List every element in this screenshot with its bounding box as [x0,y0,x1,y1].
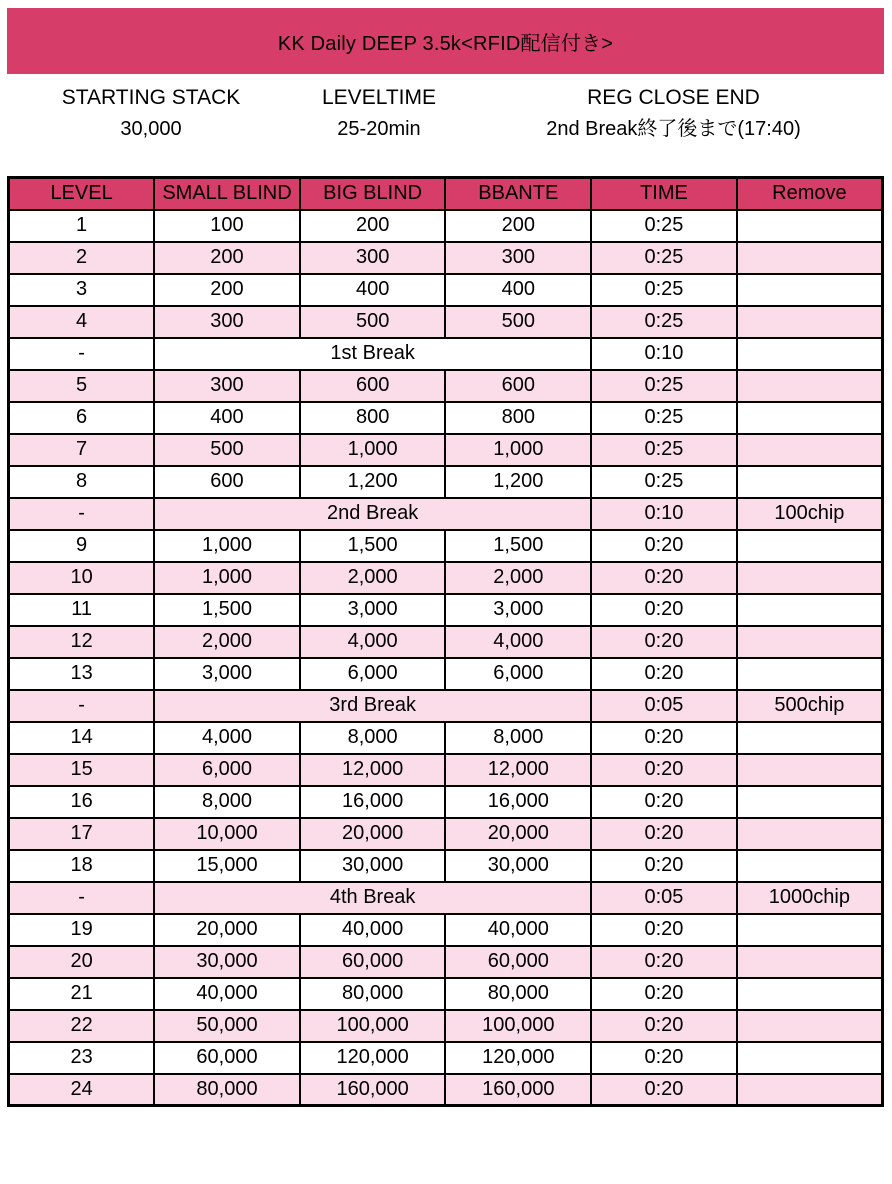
level-cell: 2 [9,242,155,274]
time-cell: 0:20 [591,658,737,690]
small-blind-cell: 20,000 [154,914,300,946]
bbante-cell: 400 [445,274,591,306]
break-label-cell: 2nd Break [154,498,591,530]
break-label-cell: 1st Break [154,338,591,370]
big-blind-cell: 100,000 [300,1010,446,1042]
header-small-blind: SMALL BLIND [154,178,300,210]
table-row [9,274,883,306]
big-blind-cell: 200 [300,210,446,242]
info-bar [7,86,884,140]
big-blind-cell: 800 [300,402,446,434]
remove-cell [737,562,883,594]
level-cell: 12 [9,626,155,658]
big-blind-cell: 600 [300,370,446,402]
table-row [9,562,883,594]
remove-cell [737,434,883,466]
table-row [9,978,883,1010]
bbante-cell: 1,200 [445,466,591,498]
table-row [9,914,883,946]
remove-cell: 1000chip [737,882,883,914]
table-row [9,754,883,786]
remove-cell [737,914,883,946]
remove-cell [737,946,883,978]
level-cell: 9 [9,530,155,562]
big-blind-cell: 30,000 [300,850,446,882]
break-label-cell: 4th Break [154,882,591,914]
table-row [9,1042,883,1074]
bbante-cell: 8,000 [445,722,591,754]
reg-close-end-label: REG CLOSE END [587,86,760,109]
big-blind-cell: 80,000 [300,978,446,1010]
reg-close-end-value: 2nd Break終了後まで(17:40) [546,118,801,140]
level-cell: 5 [9,370,155,402]
remove-cell [737,818,883,850]
level-cell: 10 [9,562,155,594]
small-blind-cell: 200 [154,274,300,306]
small-blind-cell: 1,000 [154,530,300,562]
remove-cell: 500chip [737,690,883,722]
table-header-row [9,178,883,210]
time-cell: 0:20 [591,754,737,786]
remove-cell [737,722,883,754]
bbante-cell: 500 [445,306,591,338]
table-row [9,1010,883,1042]
big-blind-cell: 2,000 [300,562,446,594]
time-cell: 0:20 [591,1074,737,1106]
time-cell: 0:25 [591,466,737,498]
time-cell: 0:20 [591,530,737,562]
blind-structure-table [7,176,884,1107]
table-row [9,434,883,466]
bbante-cell: 120,000 [445,1042,591,1074]
remove-cell [737,242,883,274]
tournament-title: KK Daily DEEP 3.5k<RFID配信付き> [277,32,614,55]
level-cell: 6 [9,402,155,434]
small-blind-cell: 40,000 [154,978,300,1010]
level-cell: 19 [9,914,155,946]
remove-cell [737,274,883,306]
table-row [9,658,883,690]
info-reg-close-end [463,86,884,140]
table-row [9,466,883,498]
time-cell: 0:20 [591,722,737,754]
break-row [9,882,883,914]
small-blind-cell: 600 [154,466,300,498]
remove-cell [737,306,883,338]
bbante-cell: 1,000 [445,434,591,466]
time-cell: 0:25 [591,306,737,338]
remove-cell [737,210,883,242]
remove-cell [737,786,883,818]
small-blind-cell: 50,000 [154,1010,300,1042]
level-cell: 13 [9,658,155,690]
time-cell: 0:20 [591,626,737,658]
time-cell: 0:05 [591,882,737,914]
time-cell: 0:20 [591,946,737,978]
bbante-cell: 2,000 [445,562,591,594]
bbante-cell: 300 [445,242,591,274]
level-cell: - [9,338,155,370]
small-blind-cell: 3,000 [154,658,300,690]
bbante-cell: 1,500 [445,530,591,562]
header-level: LEVEL [9,178,155,210]
bbante-cell: 20,000 [445,818,591,850]
small-blind-cell: 400 [154,402,300,434]
big-blind-cell: 16,000 [300,786,446,818]
level-cell: 20 [9,946,155,978]
bbante-cell: 30,000 [445,850,591,882]
break-row [9,690,883,722]
time-cell: 0:25 [591,242,737,274]
small-blind-cell: 10,000 [154,818,300,850]
bbante-cell: 600 [445,370,591,402]
table-row [9,370,883,402]
table-row [9,306,883,338]
remove-cell [737,594,883,626]
small-blind-cell: 15,000 [154,850,300,882]
time-cell: 0:25 [591,434,737,466]
info-starting-stack [7,86,295,140]
title-banner [7,8,884,74]
bbante-cell: 3,000 [445,594,591,626]
remove-cell [737,1074,883,1106]
break-row [9,498,883,530]
level-cell: 23 [9,1042,155,1074]
table-row [9,818,883,850]
bbante-cell: 80,000 [445,978,591,1010]
starting-stack-value: 30,000 [120,118,182,140]
bbante-cell: 160,000 [445,1074,591,1106]
starting-stack-label: STARTING STACK [61,86,241,109]
table-row [9,1074,883,1106]
time-cell: 0:20 [591,914,737,946]
remove-cell [737,978,883,1010]
table-row [9,530,883,562]
level-cell: 14 [9,722,155,754]
big-blind-cell: 160,000 [300,1074,446,1106]
time-cell: 0:20 [591,818,737,850]
bbante-cell: 6,000 [445,658,591,690]
remove-cell [737,1010,883,1042]
level-cell: 7 [9,434,155,466]
remove-cell [737,626,883,658]
level-cell: 1 [9,210,155,242]
table-row [9,946,883,978]
time-cell: 0:10 [591,338,737,370]
bbante-cell: 200 [445,210,591,242]
remove-cell [737,530,883,562]
small-blind-cell: 60,000 [154,1042,300,1074]
time-cell: 0:25 [591,370,737,402]
table-row [9,850,883,882]
big-blind-cell: 300 [300,242,446,274]
time-cell: 0:20 [591,850,737,882]
level-cell: - [9,498,155,530]
time-cell: 0:20 [591,1042,737,1074]
remove-cell [737,1042,883,1074]
time-cell: 0:20 [591,978,737,1010]
level-cell: 16 [9,786,155,818]
table-row [9,722,883,754]
big-blind-cell: 1,500 [300,530,446,562]
level-cell: - [9,690,155,722]
header-remove: Remove [737,178,883,210]
big-blind-cell: 6,000 [300,658,446,690]
time-cell: 0:05 [591,690,737,722]
break-label-cell: 3rd Break [154,690,591,722]
small-blind-cell: 500 [154,434,300,466]
level-cell: 3 [9,274,155,306]
level-cell: - [9,882,155,914]
table-row [9,210,883,242]
small-blind-cell: 300 [154,306,300,338]
time-cell: 0:20 [591,562,737,594]
header-big-blind: BIG BLIND [300,178,446,210]
big-blind-cell: 1,000 [300,434,446,466]
big-blind-cell: 1,200 [300,466,446,498]
small-blind-cell: 100 [154,210,300,242]
small-blind-cell: 8,000 [154,786,300,818]
leveltime-label: LEVELTIME [322,86,436,109]
level-cell: 22 [9,1010,155,1042]
remove-cell [737,402,883,434]
bbante-cell: 16,000 [445,786,591,818]
small-blind-cell: 30,000 [154,946,300,978]
time-cell: 0:20 [591,786,737,818]
remove-cell [737,466,883,498]
big-blind-cell: 120,000 [300,1042,446,1074]
remove-cell [737,850,883,882]
small-blind-cell: 6,000 [154,754,300,786]
table-row [9,594,883,626]
remove-cell [737,754,883,786]
level-cell: 17 [9,818,155,850]
time-cell: 0:10 [591,498,737,530]
small-blind-cell: 4,000 [154,722,300,754]
big-blind-cell: 12,000 [300,754,446,786]
remove-cell: 100chip [737,498,883,530]
info-leveltime [295,86,463,140]
big-blind-cell: 500 [300,306,446,338]
small-blind-cell: 1,000 [154,562,300,594]
time-cell: 0:25 [591,402,737,434]
big-blind-cell: 400 [300,274,446,306]
time-cell: 0:25 [591,210,737,242]
remove-cell [737,338,883,370]
bbante-cell: 100,000 [445,1010,591,1042]
level-cell: 8 [9,466,155,498]
bbante-cell: 12,000 [445,754,591,786]
level-cell: 24 [9,1074,155,1106]
level-cell: 11 [9,594,155,626]
table-row [9,402,883,434]
big-blind-cell: 3,000 [300,594,446,626]
level-cell: 21 [9,978,155,1010]
big-blind-cell: 40,000 [300,914,446,946]
big-blind-cell: 4,000 [300,626,446,658]
small-blind-cell: 2,000 [154,626,300,658]
time-cell: 0:20 [591,594,737,626]
level-cell: 15 [9,754,155,786]
small-blind-cell: 1,500 [154,594,300,626]
leveltime-value: 25-20min [337,118,421,140]
time-cell: 0:25 [591,274,737,306]
big-blind-cell: 60,000 [300,946,446,978]
level-cell: 18 [9,850,155,882]
small-blind-cell: 300 [154,370,300,402]
table-row [9,626,883,658]
table-row [9,242,883,274]
header-bbante: BBANTE [445,178,591,210]
header-time: TIME [591,178,737,210]
time-cell: 0:20 [591,1010,737,1042]
bbante-cell: 800 [445,402,591,434]
table-row [9,786,883,818]
bbante-cell: 60,000 [445,946,591,978]
remove-cell [737,370,883,402]
big-blind-cell: 8,000 [300,722,446,754]
small-blind-cell: 200 [154,242,300,274]
big-blind-cell: 20,000 [300,818,446,850]
small-blind-cell: 80,000 [154,1074,300,1106]
remove-cell [737,658,883,690]
break-row [9,338,883,370]
bbante-cell: 40,000 [445,914,591,946]
bbante-cell: 4,000 [445,626,591,658]
level-cell: 4 [9,306,155,338]
